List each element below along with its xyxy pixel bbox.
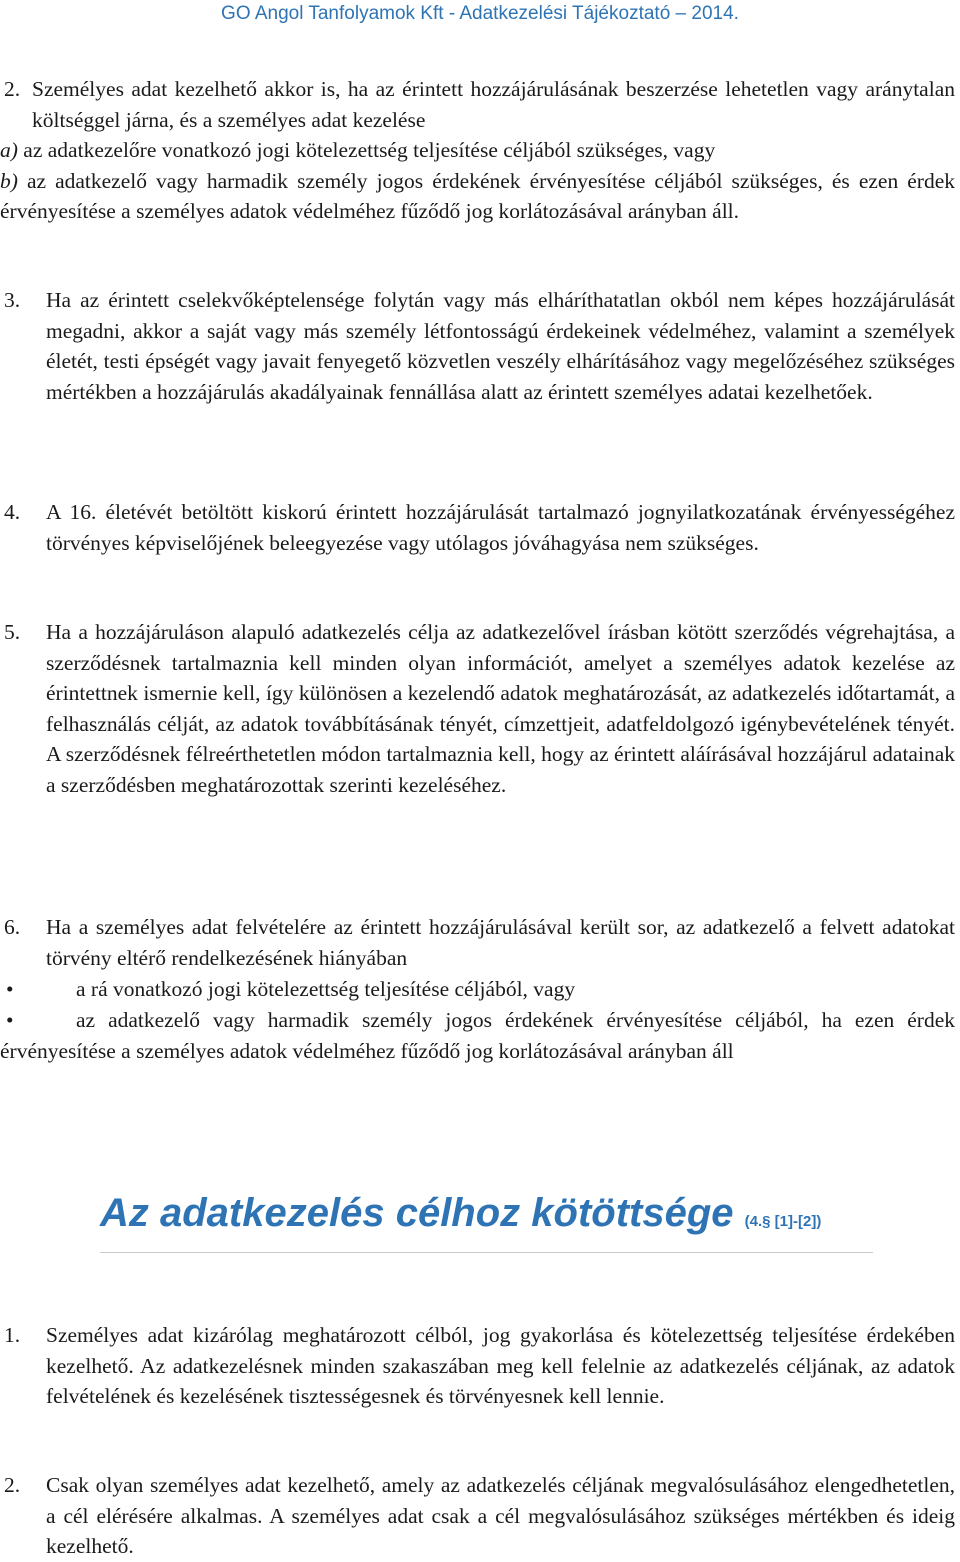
- item-a-label: a): [0, 138, 18, 162]
- paragraph-text: Személyes adat kezelhető akkor is, ha az érintett hozzájárulásának beszerzése lehetetlen vagy aránytalan költséggel járna, és a személyes adat kezelése: [32, 77, 955, 132]
- paragraph-3: [0, 285, 955, 407]
- paragraph-2: [0, 74, 955, 227]
- bullet-icon: •: [6, 977, 14, 1001]
- bullet-text: a rá vonatkozó jogi kötelezettség teljesítése céljából, vagy: [76, 977, 576, 1001]
- section-paragraph-1: [0, 1320, 955, 1412]
- paragraph-text: Ha a személyes adat felvételére az érintett hozzájárulásával került sor, az adatkezelő a felvett adatokat törvény eltérő rendelkezésének hiányában: [46, 915, 955, 970]
- paragraph-number: 5.: [4, 620, 21, 644]
- section-heading: [100, 1185, 873, 1253]
- paragraph-text: Csak olyan személyes adat kezelhető, amely az adatkezelés céljának megvalósulásához elengedhetetlen, a cél elérésére alkalmas. A személyes adat csak a cél megvalósulásához szükséges mértékben és ideig kezelhető.: [46, 1473, 955, 1558]
- paragraph-5: [0, 617, 955, 800]
- item-b-text: az adatkezelő vagy harmadik személy jogos érdekének érvényesítése céljából szükséges, és ezen érdek érvényesítése a személyes adatok védelméhez fűződő jog korlátozásával arányban áll.: [0, 168, 955, 223]
- bullet-icon: •: [6, 1008, 14, 1032]
- bullet-text: az adatkezelő vagy harmadik személy jogos érdekének érvényesítése céljából, ha ezen érdek érvényesítése a személyes adatok védelméhez fűződő jog korlátozásával arányban áll: [0, 1008, 955, 1063]
- section-title: Az adatkezelés célhoz kötöttsége: [100, 1191, 734, 1235]
- bullet-item: [0, 974, 955, 1005]
- page-header: GO Angol Tanfolyamok Kft - Adatkezelési Tájékoztató – 2014.: [221, 3, 739, 24]
- bullet-item: [0, 1005, 955, 1066]
- item-a-text: az adatkezelőre vonatkozó jogi kötelezettség teljesítése céljából szükséges, vagy: [17, 138, 716, 162]
- paragraph-number: 6.: [4, 915, 21, 939]
- paragraph-number: 3.: [4, 288, 21, 312]
- section-reference: (4.§ [1]-[2]): [744, 1213, 822, 1230]
- paragraph-text: A 16. életévét betöltött kiskorú érintett hozzájárulását tartalmazó jognyilatkozatának érvényességéhez törvényes képviselőjének beleegyezése vagy utólagos jóváhagyása nem szükséges.: [46, 500, 955, 555]
- paragraph-number: 4.: [4, 500, 21, 524]
- paragraph-text: Ha az érintett cselekvőképtelensége folytán vagy más elháríthatatlan okból nem képes hozzájárulását megadni, akkor a saját vagy más személy létfontosságú érdekeinek védelméhez, valamint a személyek életét, testi épségét vagy javait fenyegető közvetlen veszély elhárításához vagy megelőzéséhez szükséges mértékben a hozzájárulás akadályainak fennállása alatt az érintett személyes adatai kezelhetőek.: [46, 288, 955, 404]
- paragraph-6: [0, 912, 955, 973]
- paragraph-number: 2.: [4, 1473, 21, 1497]
- paragraph-4: [0, 497, 955, 558]
- paragraph-text: Személyes adat kizárólag meghatározott célból, jog gyakorlása és kötelezettség teljesítése érdekében kezelhető. Az adatkezelésnek minden szakaszában meg kell felelnie az adatkezelés céljának, az adatok felvételének és kezelésének tisztességesnek és törvényesnek kell lennie.: [46, 1323, 955, 1408]
- paragraph-number: 2.: [4, 77, 21, 101]
- item-b-label: b): [0, 168, 18, 193]
- section-paragraph-2: [0, 1470, 955, 1562]
- paragraph-text: Ha a hozzájáruláson alapuló adatkezelés célja az adatkezelővel írásban kötött szerződés végrehajtása, a szerződésnek tartalmaznia kell minden olyan információt, amelyet a személyes adatok kezelése az érintettnek ismernie kell, így különösen a kezelendő adatok meghatározását, az adatkezelés időtartamát, a felhasználás célját, az adatok továbbításának tényét, címzettjeit, adatfeldolgozó igénybevételének tényét. A szerződésnek félreérthetetlen módon tartalmaznia kell, hogy az érintett aláírásával hozzájárul adatainak a szerződésben meghatározottak szerinti kezeléséhez.: [46, 620, 955, 797]
- paragraph-number: 1.: [4, 1323, 21, 1347]
